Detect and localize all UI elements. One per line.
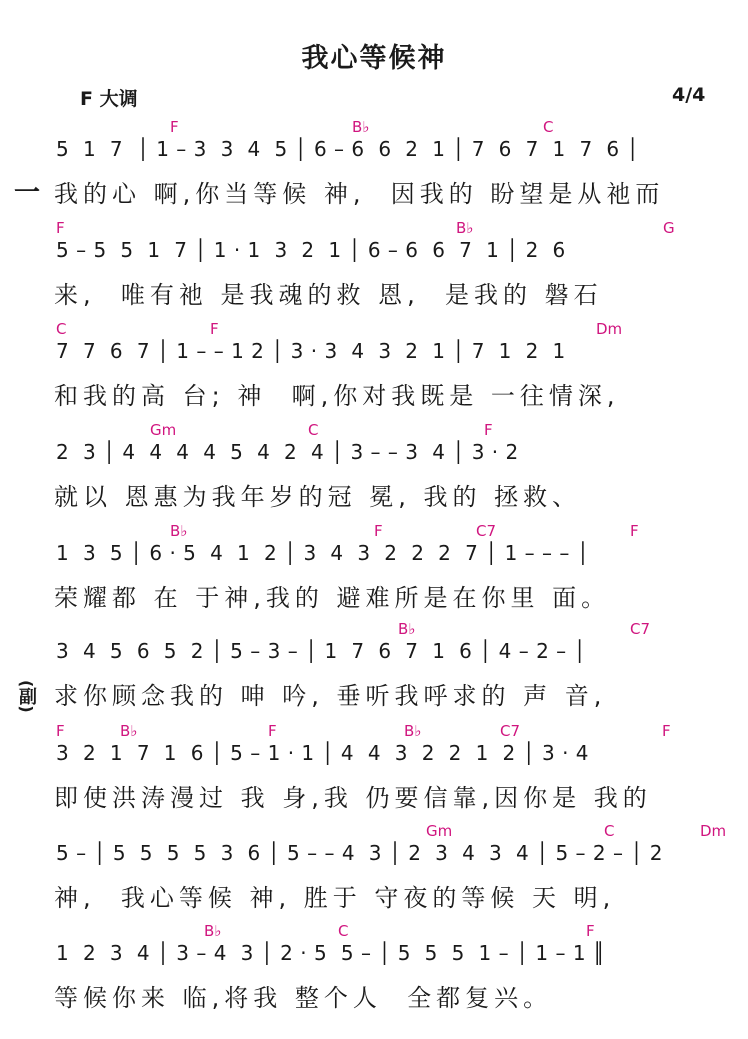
chord-symbol: F xyxy=(484,421,493,439)
chorus-marker: (副) xyxy=(16,680,37,713)
score-system xyxy=(0,118,748,218)
numbered-notation-line: 5 – │ 5 5 5 5 3 6 │ 5 – – 4 3 │ 2 3 4 3 4 │ 5 – 2 – │ 2 xyxy=(56,841,663,865)
chord-symbol: Gm xyxy=(150,421,177,439)
chord-symbol: B♭ xyxy=(352,118,370,136)
score-system xyxy=(0,922,748,1022)
chord-symbol: Dm xyxy=(700,822,727,840)
chord-symbol: B♭ xyxy=(404,722,422,740)
lyric-line: 求你顾念我的 呻 吟, 垂听我呼求的 声 音, xyxy=(54,682,607,710)
time-signature: 4/4 xyxy=(672,84,706,106)
score-system xyxy=(0,421,748,521)
chord-symbol: F xyxy=(374,522,383,540)
numbered-notation-line: 3 4 5 6 5 2 │ 5 – 3 – │ 1 7 6 7 1 6 │ 4 – 2 – │ xyxy=(56,639,587,663)
chord-symbol: F xyxy=(268,722,277,740)
chord-symbol: F xyxy=(630,522,639,540)
lyric-line: 等候你来 临,将我 整个人 全都复兴。 xyxy=(54,984,553,1012)
chord-symbol: F xyxy=(56,219,65,237)
lyric-line: 来, 唯有祂 是我魂的救 恩, 是我的 磐石 xyxy=(54,281,603,309)
chord-symbol: C7 xyxy=(500,722,521,740)
chord-symbol: C xyxy=(604,822,615,840)
chord-symbol: F xyxy=(586,922,595,940)
lyric-line: 我的心 啊,你当等候 神, 因我的 盼望是从祂而 xyxy=(54,180,665,208)
chord-symbol: C xyxy=(543,118,554,136)
chord-symbol: Gm xyxy=(426,822,453,840)
score-system xyxy=(0,722,748,822)
chord-symbol: F xyxy=(210,320,219,338)
chord-symbol: C xyxy=(308,421,319,439)
numbered-notation-line: 1 3 5 │ 6 · 5 4 1 2 │ 3 4 3 2 2 2 7 │ 1 – – – │ xyxy=(56,541,590,565)
chord-symbol: C7 xyxy=(630,620,651,638)
score-system xyxy=(0,320,748,420)
chord-symbol: B♭ xyxy=(170,522,188,540)
chord-symbol: G xyxy=(663,219,675,237)
lyric-line: 神, 我心等候 神, 胜于 守夜的等候 天 明, xyxy=(54,884,616,912)
verse-marker: 一 xyxy=(14,178,41,208)
numbered-notation-line: 3 2 1 7 1 6 │ 5 – 1 · 1 │ 4 4 3 2 2 1 2 │ 3 · 4 xyxy=(56,741,590,765)
lyric-line: 和我的高 台; 神 啊,你对我既是 一往情深, xyxy=(54,382,620,410)
numbered-notation-line: 1 2 3 4 │ 3 – 4 3 │ 2 · 5 5 – │ 5 5 5 1 – │ 1 – 1 ║ xyxy=(56,941,606,965)
chord-symbol: F xyxy=(170,118,179,136)
chord-symbol: B♭ xyxy=(204,922,222,940)
score-system xyxy=(0,522,748,622)
score-system xyxy=(0,620,748,720)
chord-symbol: B♭ xyxy=(120,722,138,740)
key-signature: F 大调 xyxy=(80,88,138,110)
lyric-line: 荣耀都 在 于神,我的 避难所是在你里 面。 xyxy=(54,584,611,612)
numbered-notation-line: 5 – 5 5 1 7 │ 1 · 1 3 2 1 │ 6 – 6 6 7 1 │ 2 6 xyxy=(56,238,566,262)
chord-symbol: F xyxy=(662,722,671,740)
chord-symbol: Dm xyxy=(596,320,623,338)
chord-symbol: C xyxy=(338,922,349,940)
chord-symbol: B♭ xyxy=(398,620,416,638)
score-system xyxy=(0,219,748,319)
page-title: 我心等候神 xyxy=(301,43,447,74)
score-system xyxy=(0,822,748,922)
numbered-notation-line: 2 3 │ 4 4 4 4 5 4 2 4 │ 3 – – 3 4 │ 3 · 2 xyxy=(56,440,519,464)
numbered-notation-line: 5 1 7 │ 1 – 3 3 4 5 │ 6 – 6 6 2 1 │ 7 6 7 1 7 6 │ xyxy=(56,137,640,161)
chord-symbol: C7 xyxy=(476,522,497,540)
chorus-marker-text: 副 xyxy=(16,687,37,706)
chord-symbol: F xyxy=(56,722,65,740)
numbered-notation-line: 7 7 6 7 │ 1 – – 1 2 │ 3 · 3 4 3 2 1 │ 7 1 2 1 xyxy=(56,339,566,363)
chord-symbol: B♭ xyxy=(456,219,474,237)
lyric-line: 就以 恩惠为我年岁的冠 冕, 我的 拯救、 xyxy=(54,483,582,511)
chord-symbol: C xyxy=(56,320,67,338)
lyric-line: 即使洪涛漫过 我 身,我 仍要信靠,因你是 我的 xyxy=(54,784,652,812)
